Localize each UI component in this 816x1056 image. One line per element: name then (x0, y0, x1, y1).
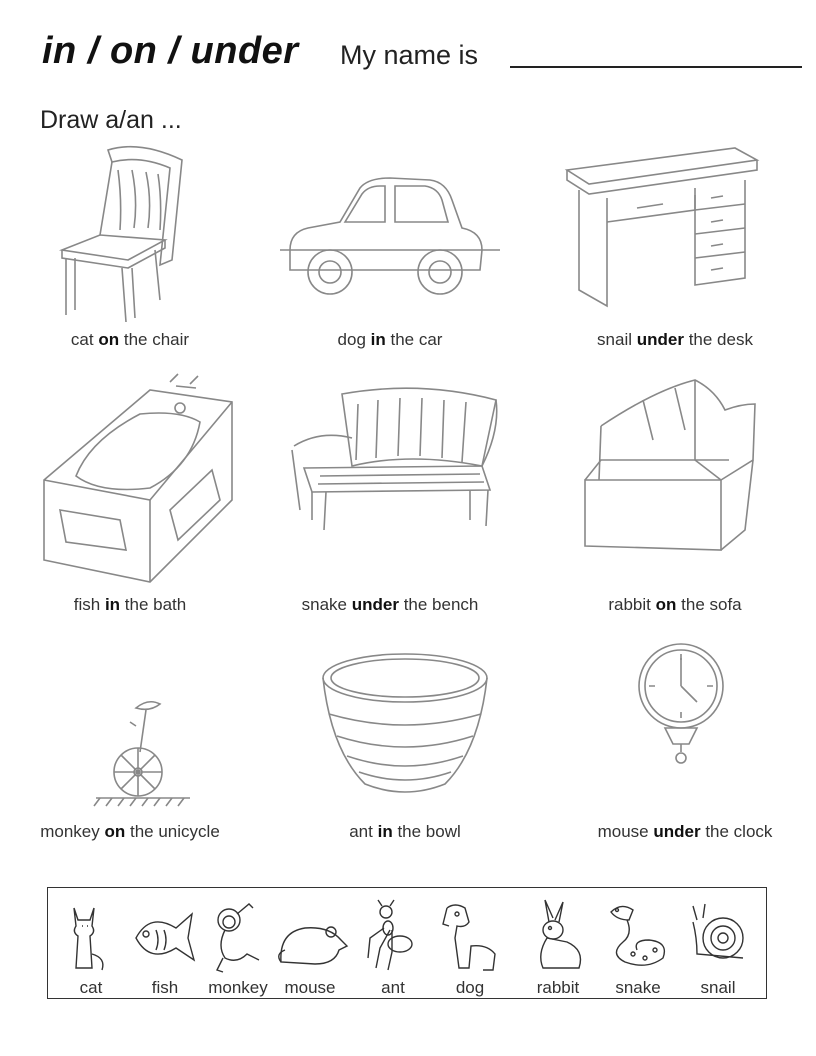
animal-label: ant (381, 978, 405, 997)
fish-icon (130, 898, 200, 976)
prompt-caption: fish in the bath (73, 595, 187, 614)
prompt-cell-sofa (545, 370, 805, 614)
sofa-icon (545, 370, 805, 590)
animal-label: fish (151, 978, 179, 997)
prompt-caption: monkey on the unicycle (40, 822, 220, 841)
prompt-cell-desk (545, 140, 805, 380)
animal-label: snake (615, 978, 661, 997)
animal-label: rabbit (536, 978, 580, 997)
bowl-icon (275, 640, 535, 820)
prompt-cell-unicycle (0, 640, 260, 880)
animal-label: snail (700, 978, 736, 997)
prompt-cell-bowl (275, 640, 535, 880)
chair-icon (0, 140, 260, 340)
prompt-caption: cat on the chair (70, 330, 190, 349)
prompt-caption: dog in the car (337, 330, 443, 349)
unicycle-icon (0, 640, 260, 820)
worksheet-title: in / on / under (42, 30, 299, 72)
snail-icon (683, 898, 753, 976)
bench-icon (260, 370, 520, 590)
animal-label: cat (79, 978, 103, 997)
animal-item-snake (598, 888, 678, 998)
bathtub-icon (0, 370, 260, 590)
name-field-line[interactable] (510, 66, 802, 68)
mouse-icon (275, 898, 351, 976)
animal-word-bank (47, 887, 767, 999)
prompt-caption: mouse under the clock (597, 822, 773, 841)
animal-item-ant (353, 888, 433, 998)
snake-icon (603, 898, 673, 976)
prompt-cell-car (260, 140, 520, 380)
cat-icon (56, 898, 126, 976)
rabbit-icon (523, 898, 593, 976)
name-label: My name is (340, 40, 479, 70)
animal-label: dog (455, 978, 485, 997)
desk-icon (545, 140, 805, 340)
clock-icon (555, 640, 815, 820)
prompt-cell-chair (0, 140, 260, 380)
prompt-caption: ant in the bowl (349, 822, 461, 841)
animal-label: mouse (284, 978, 336, 997)
prompt-caption: rabbit on the sofa (608, 595, 742, 614)
animal-item-cat (51, 888, 131, 998)
prompt-caption: snail under the desk (597, 330, 753, 349)
animal-label: monkey (208, 978, 268, 997)
car-icon (260, 140, 520, 340)
prompt-caption: snake under the bench (301, 595, 479, 614)
prompt-cell-bench (260, 370, 520, 614)
dog-icon (435, 898, 505, 976)
animal-item-mouse (270, 888, 350, 998)
ant-icon (358, 898, 428, 976)
monkey-icon (203, 898, 273, 976)
animal-item-dog (430, 888, 510, 998)
animal-item-rabbit (518, 888, 598, 998)
instruction-text: Draw a/an ... (40, 106, 182, 134)
prompt-cell-bath (0, 370, 260, 614)
prompt-cell-clock (555, 640, 815, 880)
animal-item-snail (678, 888, 758, 998)
